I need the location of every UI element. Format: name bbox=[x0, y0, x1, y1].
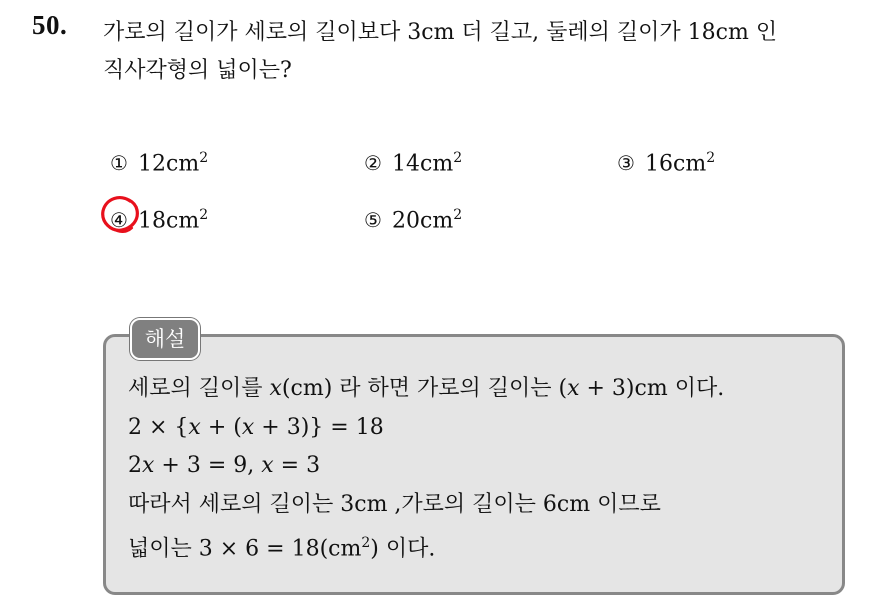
choice-3[interactable] bbox=[617, 143, 715, 179]
choice-5-exponent: 2 bbox=[453, 207, 463, 223]
choice-3-value: 16cm bbox=[645, 151, 707, 177]
question-line-2: 직사각형의 넓이는? bbox=[103, 58, 292, 83]
explanation-line-5: 넓이는 $3 \times 6 = 18(cm^2)$ 이다. bbox=[128, 535, 436, 562]
question-number: 50. bbox=[32, 10, 68, 40]
choice-2-exponent: 2 bbox=[453, 150, 463, 166]
choice-3-exponent: 2 bbox=[706, 150, 716, 166]
explanation-line-4: 따라서 세로의 길이는 3cm ,가로의 길이는 6cm 이므로 bbox=[128, 491, 661, 517]
explanation-line-3: 2x + 3 = 9, x = 3 bbox=[128, 453, 321, 478]
choice-1-exponent: 2 bbox=[199, 150, 209, 166]
choice-1-value: 12cm bbox=[138, 151, 200, 177]
choice-4-mark: ④ bbox=[110, 208, 128, 233]
explanation-line-1: 세로의 길이를 x(cm) 라 하면 가로의 길이는 (x + 3)cm 이다. bbox=[128, 376, 725, 401]
choice-4-value: 18cm bbox=[138, 208, 200, 234]
explanation-line-2: 2 × {x + (x + 3)} = 18 bbox=[128, 414, 384, 440]
choice-1-mark: ① bbox=[110, 151, 128, 176]
choice-3-mark: ③ bbox=[617, 151, 635, 176]
question-text bbox=[103, 14, 873, 90]
choice-5[interactable] bbox=[364, 200, 462, 236]
choice-5-value: 20cm bbox=[392, 208, 454, 234]
explanation-box bbox=[103, 334, 845, 595]
choice-1[interactable] bbox=[110, 143, 208, 179]
question-line-1: 가로의 길이가 세로의 길이보다 3cm 더 길고, 둘레의 길이가 18cm 인 bbox=[103, 20, 778, 45]
explanation-tab: 해설 bbox=[130, 318, 200, 360]
choice-2-value: 14cm bbox=[392, 151, 454, 177]
choice-5-mark: ⑤ bbox=[364, 208, 382, 233]
answer-circle-mark bbox=[99, 192, 143, 236]
choice-2[interactable] bbox=[364, 143, 462, 179]
choice-4-exponent: 2 bbox=[199, 207, 209, 223]
explanation-lines bbox=[128, 370, 724, 569]
choice-2-mark: ② bbox=[364, 151, 382, 176]
